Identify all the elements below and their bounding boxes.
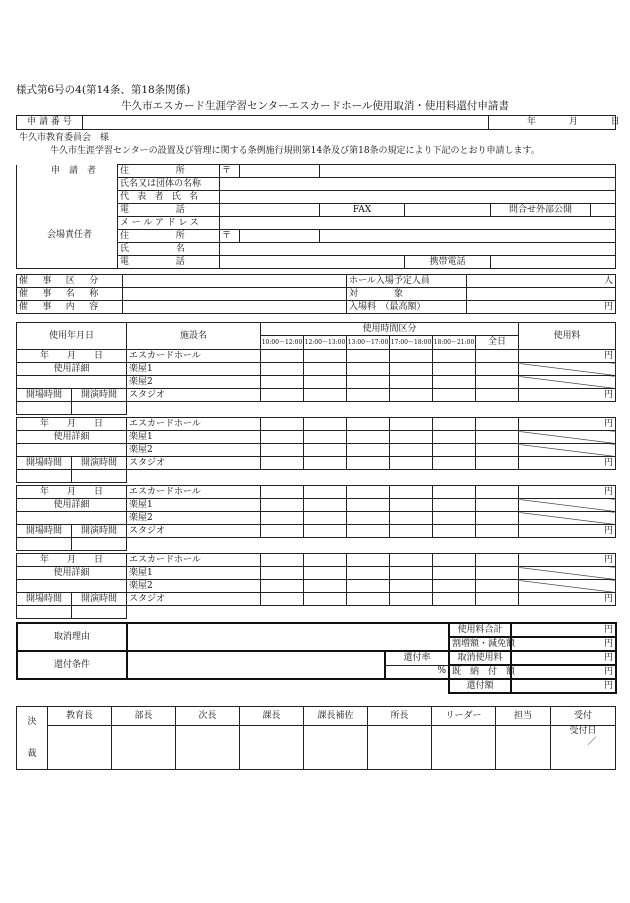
stamp-superintendent[interactable] (48, 726, 112, 770)
fee-diagonal-cell (519, 431, 616, 444)
time-slot-1: 10:00〜12:00 (261, 336, 304, 350)
month-label: 月 (568, 117, 578, 127)
studio-fee-field[interactable] (519, 525, 616, 538)
manager-name-label: 氏 名 (118, 243, 220, 256)
slot-cell[interactable] (304, 567, 347, 580)
usage-block-2 (16, 417, 616, 483)
slot-cell[interactable] (433, 363, 476, 376)
role-leader: リーダー (432, 707, 496, 726)
fee-diagonal-cell (519, 580, 616, 593)
role-superintendent: 教育長 (48, 707, 112, 726)
application-number-field[interactable] (83, 116, 489, 130)
slot-cell[interactable] (390, 457, 433, 470)
slot-cell[interactable] (347, 512, 390, 525)
slot-cell[interactable] (347, 444, 390, 457)
manager-postal-mark: 〒 (220, 230, 240, 243)
time-slot-5: 18:00〜21:00 (433, 336, 476, 350)
open-time-field[interactable] (17, 538, 72, 551)
slot-cell[interactable] (433, 389, 476, 402)
usage-detail-field[interactable] (17, 376, 127, 389)
slot-cell[interactable] (347, 499, 390, 512)
slot-cell[interactable] (304, 486, 347, 499)
usage-block-1 (16, 349, 616, 415)
summary-table (16, 622, 617, 694)
manager-address-label: 住 所 (118, 230, 220, 243)
manager-phone-label: 電 話 (118, 256, 220, 269)
slot-cell[interactable] (304, 350, 347, 363)
facility-hall: エスカードホール (127, 350, 261, 363)
slot-cell[interactable] (390, 554, 433, 567)
applicant-rep-name-field[interactable] (220, 191, 616, 204)
event-name-label: 催 事 名 称 (17, 288, 123, 301)
slot-cell[interactable] (390, 593, 433, 606)
usage-block-3 (16, 485, 616, 551)
role-deputy-director: 次長 (176, 707, 240, 726)
refund-amount-field[interactable] (511, 679, 616, 693)
inquiry-public-checkbox[interactable] (591, 204, 616, 217)
slot-cell[interactable] (390, 580, 433, 593)
slot-cell[interactable] (304, 389, 347, 402)
fee-diagonal-cell (519, 376, 616, 389)
role-reception: 受付 (551, 707, 616, 726)
facility-dressing-room-2: 楽屋2 (127, 512, 261, 525)
slot-cell[interactable] (304, 444, 347, 457)
usage-date-field[interactable]: 年 月 日 (17, 554, 127, 567)
applicant-email-label: メールアドレス (118, 217, 220, 230)
fee-diagonal-cell (519, 499, 616, 512)
usage-detail-label: 使用詳細 (17, 363, 127, 376)
slot-cell[interactable] (261, 376, 304, 389)
slot-cell[interactable] (347, 554, 390, 567)
yen-unit: 円 (604, 457, 614, 468)
role-staff: 担当 (496, 707, 551, 726)
slot-cell[interactable] (304, 525, 347, 538)
facility-studio: スタジオ (127, 525, 261, 538)
slot-cell[interactable] (304, 593, 347, 606)
applicant-fax-label: FAX (320, 204, 405, 217)
slot-cell[interactable] (476, 512, 519, 525)
slot-cell[interactable] (347, 457, 390, 470)
slot-cell[interactable] (261, 363, 304, 376)
start-time-field[interactable] (72, 606, 127, 619)
slot-cell[interactable] (476, 418, 519, 431)
received-date-label: 受付日 (569, 726, 597, 736)
slot-cell[interactable] (433, 499, 476, 512)
role-assistant-chief: 課長補佐 (304, 707, 368, 726)
time-slot-3: 13:00〜17:00 (347, 336, 390, 350)
form-title: 牛久市エスカード生涯学習センターエスカードホール使用取消・使用料還付申請書 (121, 100, 509, 112)
slot-cell[interactable] (261, 389, 304, 402)
usage-date-field[interactable]: 年 月 日 (17, 418, 127, 431)
application-date-field[interactable] (489, 116, 620, 130)
yen-unit: 円 (603, 638, 613, 649)
slot-cell[interactable] (347, 486, 390, 499)
slot-cell[interactable] (347, 350, 390, 363)
slot-cell[interactable] (261, 350, 304, 363)
manager-name-field[interactable] (220, 243, 616, 256)
refund-condition-field[interactable] (127, 651, 385, 679)
facility-studio: スタジオ (127, 457, 261, 470)
time-slot-4: 17:00〜18:00 (390, 336, 433, 350)
yen-unit: 円 (603, 666, 613, 677)
slot-cell[interactable] (261, 554, 304, 567)
usage-detail-label: 使用詳細 (17, 431, 127, 444)
slot-cell[interactable] (304, 512, 347, 525)
slot-cell[interactable] (476, 580, 519, 593)
slot-cell[interactable] (261, 418, 304, 431)
usage-date-field[interactable]: 年 月 日 (17, 486, 127, 499)
slot-cell[interactable] (433, 486, 476, 499)
slot-cell[interactable] (390, 363, 433, 376)
open-time-label: 開場時間 (17, 525, 72, 538)
event-table (16, 274, 616, 314)
role-manager: 所長 (368, 707, 432, 726)
refund-amount-label: 還付額 (449, 679, 511, 693)
applicant-table (16, 164, 616, 269)
slot-cell[interactable] (433, 350, 476, 363)
slot-cell[interactable] (390, 486, 433, 499)
cancel-reason-label: 取消理由 (17, 623, 127, 651)
block-spacer (127, 470, 616, 483)
open-time-field[interactable] (17, 402, 72, 415)
approval-label (17, 707, 48, 770)
expected-attendance-field[interactable] (467, 275, 616, 288)
stamp-assistant-chief[interactable] (304, 726, 368, 770)
fee-diagonal-cell (519, 363, 616, 376)
slot-cell[interactable] (476, 350, 519, 363)
start-time-label: 開演時間 (72, 389, 127, 402)
usage-detail-field[interactable] (17, 444, 127, 457)
slot-cell[interactable] (390, 512, 433, 525)
slot-cell[interactable] (476, 363, 519, 376)
hall-fee-field[interactable] (519, 350, 616, 363)
refund-condition-label: 還付条件 (17, 651, 127, 679)
start-time-label: 開演時間 (72, 525, 127, 538)
slot-cell[interactable] (390, 567, 433, 580)
slot-cell[interactable] (433, 418, 476, 431)
facility-dressing-room-1: 楽屋1 (127, 567, 261, 580)
usage-block-4 (16, 553, 616, 619)
slot-cell[interactable] (347, 580, 390, 593)
received-date-slash: ／ (587, 737, 597, 747)
slot-cell[interactable] (261, 457, 304, 470)
slot-cell[interactable] (476, 525, 519, 538)
expected-attendance-label: ホール入場予定人員 (347, 275, 467, 288)
percent-unit: % (437, 666, 446, 677)
block-spacer (127, 402, 616, 415)
hall-fee-field[interactable] (519, 554, 616, 567)
slot-cell[interactable] (304, 418, 347, 431)
start-time-field[interactable] (72, 538, 127, 551)
facility-studio: スタジオ (127, 593, 261, 606)
fee-diagonal-cell (519, 444, 616, 457)
usage-detail-field[interactable] (17, 580, 127, 593)
slot-cell[interactable] (390, 525, 433, 538)
form-number: 様式第6号の4(第14条、第18条関係) (16, 84, 191, 96)
slot-cell[interactable] (304, 457, 347, 470)
person-unit: 人 (603, 275, 613, 286)
start-time-label: 開演時間 (72, 593, 127, 606)
usage-detail-label: 使用詳細 (17, 499, 127, 512)
manager-address-field[interactable] (320, 230, 616, 243)
applicant-fax-field[interactable] (405, 204, 491, 217)
open-time-label: 開場時間 (17, 593, 72, 606)
facility-hall: エスカードホール (127, 486, 261, 499)
target-label: 対 象 (347, 288, 467, 301)
slot-cell[interactable] (390, 431, 433, 444)
slot-cell[interactable] (390, 389, 433, 402)
slot-cell[interactable] (347, 431, 390, 444)
usage-fee-header: 使用料 (519, 323, 616, 350)
day-label: 日 (610, 117, 620, 127)
slot-cell[interactable] (390, 499, 433, 512)
applicant-phone-field[interactable] (220, 204, 320, 217)
slot-cell[interactable] (347, 376, 390, 389)
slot-cell[interactable] (433, 554, 476, 567)
stamp-director[interactable] (112, 726, 176, 770)
slot-cell[interactable] (433, 431, 476, 444)
role-director: 部長 (112, 707, 176, 726)
facility-dressing-room-2: 楽屋2 (127, 376, 261, 389)
paid-amount-label: 既 納 付 額 (449, 665, 511, 679)
manager-mobile-label: 携帯電話 (405, 256, 491, 269)
facility-hall: エスカードホール (127, 418, 261, 431)
manager-postal-field[interactable] (240, 230, 320, 243)
slot-cell[interactable] (390, 350, 433, 363)
application-number-label: 申 請 番 号 (17, 116, 83, 130)
event-name-field[interactable] (123, 288, 347, 301)
surcharge-field[interactable] (511, 637, 616, 651)
open-time-field[interactable] (17, 470, 72, 483)
usage-detail-field[interactable] (17, 512, 127, 525)
block-spacer (127, 538, 616, 551)
yen-unit: 円 (604, 486, 614, 497)
year-label: 年 (527, 117, 537, 127)
paid-amount-field[interactable] (511, 665, 616, 679)
addressee: 牛久市教育委員会 様 (19, 133, 110, 143)
venue-manager-section-label: 会場責任者 (17, 230, 118, 269)
slot-cell[interactable] (347, 567, 390, 580)
event-category-label: 催 事 区 分 (17, 275, 123, 288)
slot-cell[interactable] (433, 512, 476, 525)
cancel-reason-field[interactable] (127, 623, 449, 651)
facility-dressing-room-2: 楽屋2 (127, 444, 261, 457)
slot-cell[interactable] (261, 431, 304, 444)
fee-diagonal-cell (519, 567, 616, 580)
slot-cell[interactable] (347, 525, 390, 538)
slot-cell[interactable] (347, 418, 390, 431)
facility-dressing-room-1: 楽屋1 (127, 363, 261, 376)
admission-yen: 円 (603, 301, 613, 312)
total-fee-field[interactable] (511, 623, 616, 637)
applicant-email-field[interactable] (220, 217, 616, 230)
slot-cell[interactable] (304, 499, 347, 512)
slot-cell[interactable] (304, 363, 347, 376)
open-time-label: 開場時間 (17, 457, 72, 470)
usage-header-table (16, 322, 616, 350)
stamp-deputy-director[interactable] (176, 726, 240, 770)
stamp-leader[interactable] (432, 726, 496, 770)
yen-unit: 円 (604, 389, 614, 400)
slot-cell[interactable] (347, 593, 390, 606)
stamp-staff[interactable] (496, 726, 551, 770)
slot-cell[interactable] (476, 431, 519, 444)
application-statement: 牛久市生涯学習センターの設置及び管理に関する条例施行規則第14条及び第18条の規定により下記のとおり申請します。 (50, 146, 540, 156)
total-fee-label: 使用料合計 (449, 623, 511, 637)
slot-cell[interactable] (476, 376, 519, 389)
slot-cell[interactable] (261, 444, 304, 457)
inquiry-public-label: 問合せ外部公開 (491, 204, 591, 217)
slot-cell[interactable] (476, 554, 519, 567)
applicant-postal-field[interactable] (240, 165, 320, 178)
usage-date-header: 使用年月日 (17, 323, 127, 350)
slot-cell[interactable] (304, 580, 347, 593)
facility-header: 施設名 (127, 323, 261, 350)
slot-cell[interactable] (347, 363, 390, 376)
usage-date-field[interactable]: 年 月 日 (17, 350, 127, 363)
slot-cell[interactable] (476, 444, 519, 457)
event-category-field[interactable] (123, 275, 347, 288)
yen-unit: 円 (603, 680, 613, 691)
yen-unit: 円 (604, 593, 614, 604)
yen-unit: 円 (604, 418, 614, 429)
approval-label-top: 決 (27, 717, 37, 727)
surcharge-label: 割増額・減免額 (449, 637, 511, 651)
slot-cell[interactable] (433, 567, 476, 580)
start-time-label: 開演時間 (72, 457, 127, 470)
yen-unit: 円 (604, 525, 614, 536)
summary-spacer (17, 679, 449, 693)
refund-rate-field[interactable] (385, 665, 449, 679)
yen-unit: 円 (604, 554, 614, 565)
applicant-org-name-field[interactable] (220, 178, 616, 191)
manager-mobile-field[interactable] (491, 256, 616, 269)
start-time-field[interactable] (72, 470, 127, 483)
block-spacer (127, 606, 616, 619)
application-number-table (16, 115, 620, 130)
applicant-section-label: 申 請 者 (17, 165, 118, 230)
slot-cell[interactable] (390, 444, 433, 457)
event-content-label: 催 事 内 容 (17, 301, 123, 314)
slot-cell[interactable] (261, 567, 304, 580)
studio-fee-field[interactable] (519, 593, 616, 606)
slot-cell[interactable] (433, 593, 476, 606)
approval-label-bottom: 裁 (27, 749, 37, 759)
slot-cell[interactable] (433, 376, 476, 389)
facility-dressing-room-1: 楽屋1 (127, 499, 261, 512)
slot-cell[interactable] (261, 486, 304, 499)
slot-cell[interactable] (476, 593, 519, 606)
time-slot-header: 使用時間区分 (261, 323, 519, 336)
slot-cell[interactable] (390, 376, 433, 389)
approval-table (16, 706, 616, 770)
facility-studio: スタジオ (127, 389, 261, 402)
slot-cell[interactable] (261, 580, 304, 593)
usage-detail-label: 使用詳細 (17, 567, 127, 580)
slot-cell[interactable] (304, 554, 347, 567)
admission-fee-field[interactable] (467, 301, 616, 314)
manager-phone-field[interactable] (220, 256, 405, 269)
slot-cell[interactable] (433, 444, 476, 457)
applicant-phone-label: 電 話 (118, 204, 220, 217)
hall-fee-field[interactable] (519, 418, 616, 431)
studio-fee-field[interactable] (519, 389, 616, 402)
slot-cell[interactable] (433, 580, 476, 593)
start-time-field[interactable] (72, 402, 127, 415)
target-field[interactable] (467, 288, 616, 301)
cancel-fee-label: 取消使用料 (449, 651, 511, 665)
cancel-fee-field[interactable] (511, 651, 616, 665)
applicant-rep-name-label: 代 表 者 氏 名 (118, 191, 220, 204)
open-time-field[interactable] (17, 606, 72, 619)
applicant-org-name-label: 氏名又は団体の名称 (118, 178, 220, 191)
slot-cell[interactable] (261, 512, 304, 525)
facility-dressing-room-1: 楽屋1 (127, 431, 261, 444)
applicant-address-label: 住 所 (118, 165, 220, 178)
facility-dressing-room-2: 楽屋2 (127, 580, 261, 593)
slot-cell[interactable] (433, 525, 476, 538)
slot-cell[interactable] (476, 457, 519, 470)
role-section-chief: 課長 (240, 707, 304, 726)
yen-unit: 円 (604, 350, 614, 361)
slot-cell[interactable] (304, 431, 347, 444)
slot-cell[interactable] (476, 499, 519, 512)
yen-unit: 円 (603, 624, 613, 635)
fee-diagonal-cell (519, 512, 616, 525)
hall-fee-field[interactable] (519, 486, 616, 499)
applicant-postal-mark: 〒 (220, 165, 240, 178)
stamp-section-chief[interactable] (240, 726, 304, 770)
admission-fee-label: 入場料 （最高額） (347, 301, 467, 314)
studio-fee-field[interactable] (519, 457, 616, 470)
slot-cell[interactable] (261, 525, 304, 538)
open-time-label: 開場時間 (17, 389, 72, 402)
refund-rate-label: 還付率 (385, 651, 449, 665)
facility-hall: エスカードホール (127, 554, 261, 567)
time-slot-allday: 全日 (476, 336, 519, 350)
slot-cell[interactable] (390, 418, 433, 431)
stamp-manager[interactable] (368, 726, 432, 770)
slot-cell[interactable] (261, 499, 304, 512)
slot-cell[interactable] (476, 567, 519, 580)
slot-cell[interactable] (476, 389, 519, 402)
yen-unit: 円 (603, 652, 613, 663)
reception-date-cell[interactable] (551, 726, 616, 770)
applicant-address-field[interactable] (320, 165, 616, 178)
slot-cell[interactable] (476, 486, 519, 499)
event-content-field[interactable] (123, 301, 347, 314)
slot-cell[interactable] (304, 376, 347, 389)
slot-cell[interactable] (261, 593, 304, 606)
slot-cell[interactable] (433, 457, 476, 470)
time-slot-2: 12:00〜13:00 (304, 336, 347, 350)
slot-cell[interactable] (347, 389, 390, 402)
